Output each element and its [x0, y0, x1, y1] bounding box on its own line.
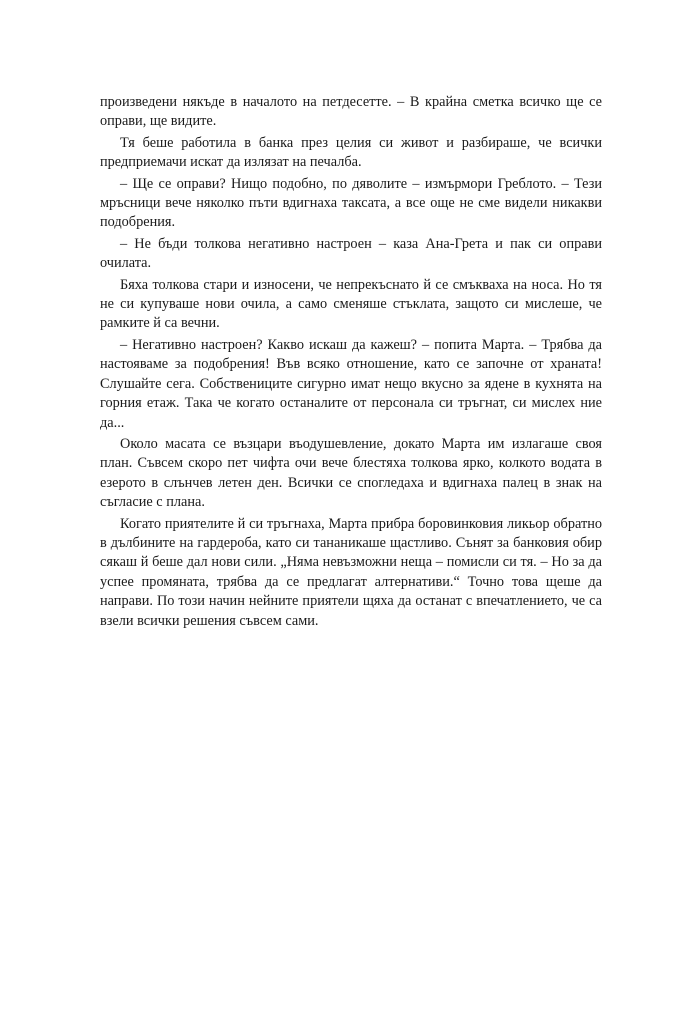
paragraph-2: Тя беше работила в банка през целия си живот и разбираше, че всички предприемачи искат да излязат на печалба. — [100, 134, 602, 171]
paragraph-7: Около масата се възцари въодушевление, докато Марта им излагаше своя план. Съвсем скоро пет чифта очи вече блестяха толкова ярко, колкото водата в езерото в слънчев летен ден. Всички се спогледаха и вдигнаха палец в знак на съгласие с плана. — [100, 435, 602, 511]
paragraph-1: произведени някъде в началото на петдесетте. – В крайна сметка всичко ще се оправи, ще видите. — [100, 94, 602, 130]
document-page — [100, 93, 602, 633]
paragraph-6: – Негативно настроен? Какво искаш да кажеш? – попита Марта. – Трябва да настояваме за подобрения! Във всяко отношение, като се започне от храната! Слушайте сега. Собствениците сигурно имат нещо вкусно за ядене в кухнята на горния етаж. Така че когато останалите от персонала си тръгнат, си мислех ние да... — [100, 336, 602, 431]
paragraph-3: – Ще се оправи? Нищо подобно, по дяволите – измърмори Греблото. – Тези мръсници вече няколко пъти вдигнаха таксата, а все още не сме видели никакви подобрения. — [100, 175, 602, 231]
paragraph-5: Бяха толкова стари и износени, че непрекъснато й се смъкваха на носа. Но тя не си купуваше нови очила, а само сменяше стъклата, защото си мислеше, че рамките й са вечни. — [100, 276, 602, 332]
paragraph-8: Когато приятелите й си тръгнаха, Марта прибра боровинковия ликьор обратно в дълбините на гардероба, като си тананикаше щастливо. Сънят за банковия обир сякаш й беше дал нови сили. „Няма невъзможни неща – помисли си тя. – Но за да успее промяната, трябва да се предлагат алтернативи.“ Точно това щеше да направи. По този начин нейните приятели щяха да останат с впечатлението, че са взели всички решения съвсем сами. — [100, 515, 602, 629]
paragraph-4: – Не бъди толкова негативно настроен – каза Ана-Грета и пак си оправи очилата. — [100, 235, 602, 272]
